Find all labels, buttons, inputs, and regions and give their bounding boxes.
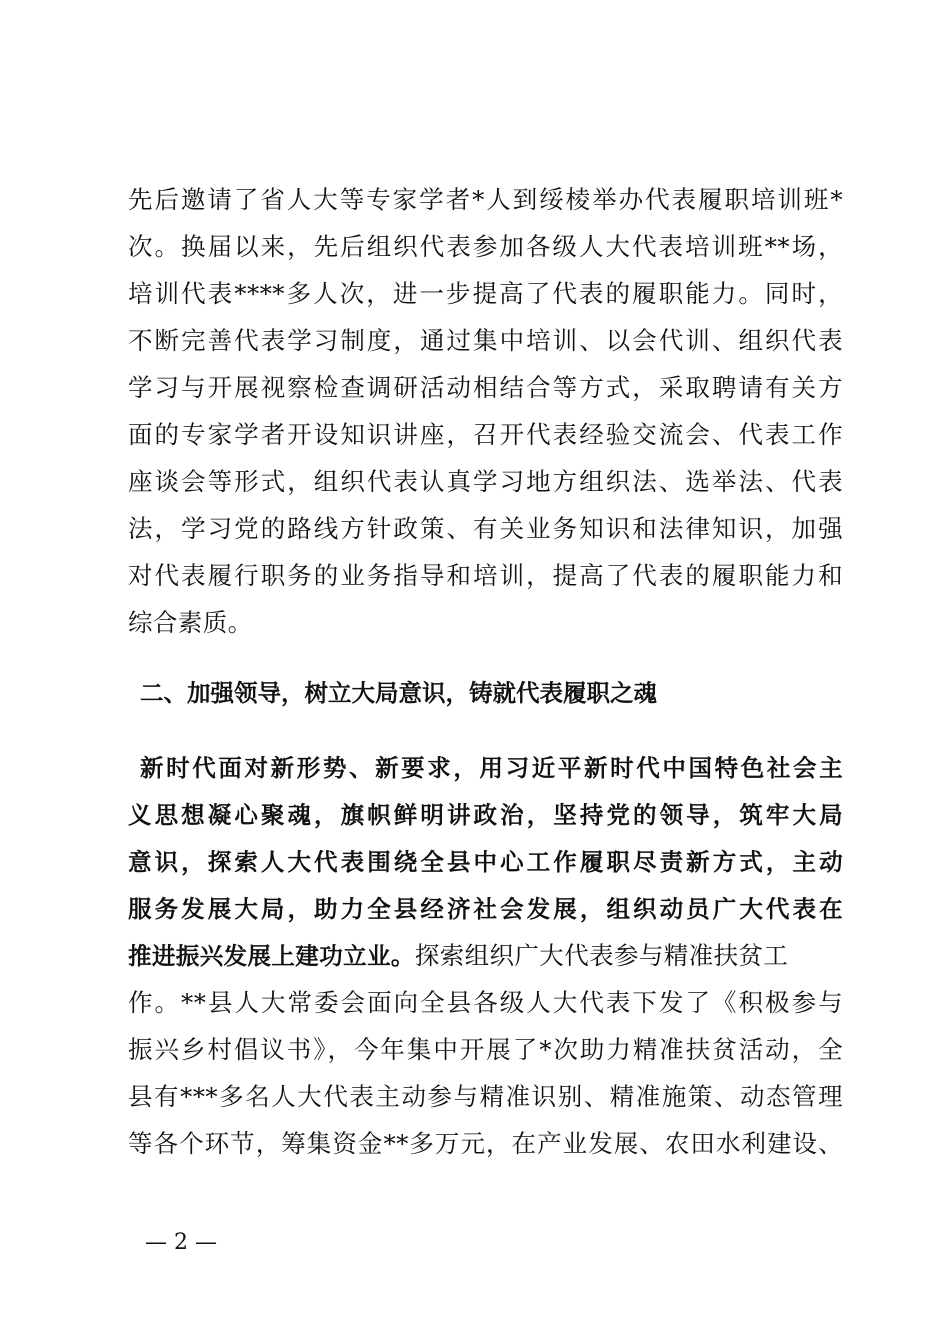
- paragraph-line: 县有***多名人大代表主动参与精准识别、精准施策、动态管理: [128, 1082, 843, 1111]
- paragraph-line: 法，学习党的路线方针政策、有关业务知识和法律知识，加强: [128, 514, 843, 543]
- paragraph-mixed-line: [128, 933, 843, 979]
- paragraph-bold-line: 义思想凝心聚魂，旗帜鲜明讲政治，坚持党的领导，筑牢大局: [128, 801, 843, 829]
- paragraph-line: 先后邀请了省人大等专家学者*人到绥棱举办代表履职培训班*: [128, 185, 843, 214]
- paragraph-line: 学习与开展视察检查调研活动相结合等方式，采取聘请有关方: [128, 373, 843, 402]
- paragraph-line: 等各个环节，筹集资金**多万元，在产业发展、农田水利建设、: [128, 1129, 843, 1158]
- paragraph-line: 对代表履行职务的业务指导和培训，提高了代表的履职能力和: [128, 561, 843, 590]
- paragraph-line: 培训代表****多人次，进一步提高了代表的履职能力。同时，: [128, 279, 843, 308]
- page-number: — 2 —: [145, 1230, 217, 1255]
- paragraph-line: 面的专家学者开设知识讲座，召开代表经验交流会、代表工作: [128, 420, 843, 449]
- paragraph-line: 综合素质。: [128, 608, 253, 637]
- paragraph-bold-line: 新时代面对新形势、新要求，用习近平新时代中国特色社会主: [140, 754, 843, 782]
- normal-run: 探索组织广大代表参与精准扶贫工: [414, 941, 789, 970]
- paragraph-line: 作。**县人大常委会面向全县各级人大代表下发了《积极参与: [128, 988, 843, 1017]
- paragraph-bold-line: 意识，探索人大代表围绕全县中心工作履职尽责新方式，主动: [128, 848, 843, 876]
- bold-run: 推进振兴发展上建功立业。: [128, 942, 415, 970]
- paragraph-line: 座谈会等形式，组织代表认真学习地方组织法、选举法、代表: [128, 467, 843, 496]
- section-heading: 二、加强领导，树立大局意识，铸就代表履职之魂: [140, 679, 657, 707]
- paragraph-bold-line: 服务发展大局，助力全县经济社会发展，组织动员广大代表在: [128, 895, 843, 923]
- paragraph-line: 次。换届以来，先后组织代表参加各级人大代表培训班**场，: [128, 232, 843, 261]
- paragraph-line: 振兴乡村倡议书》，今年集中开展了*次助力精准扶贫活动，全: [128, 1035, 843, 1064]
- paragraph-line: 不断完善代表学习制度，通过集中培训、以会代训、组织代表: [128, 326, 843, 355]
